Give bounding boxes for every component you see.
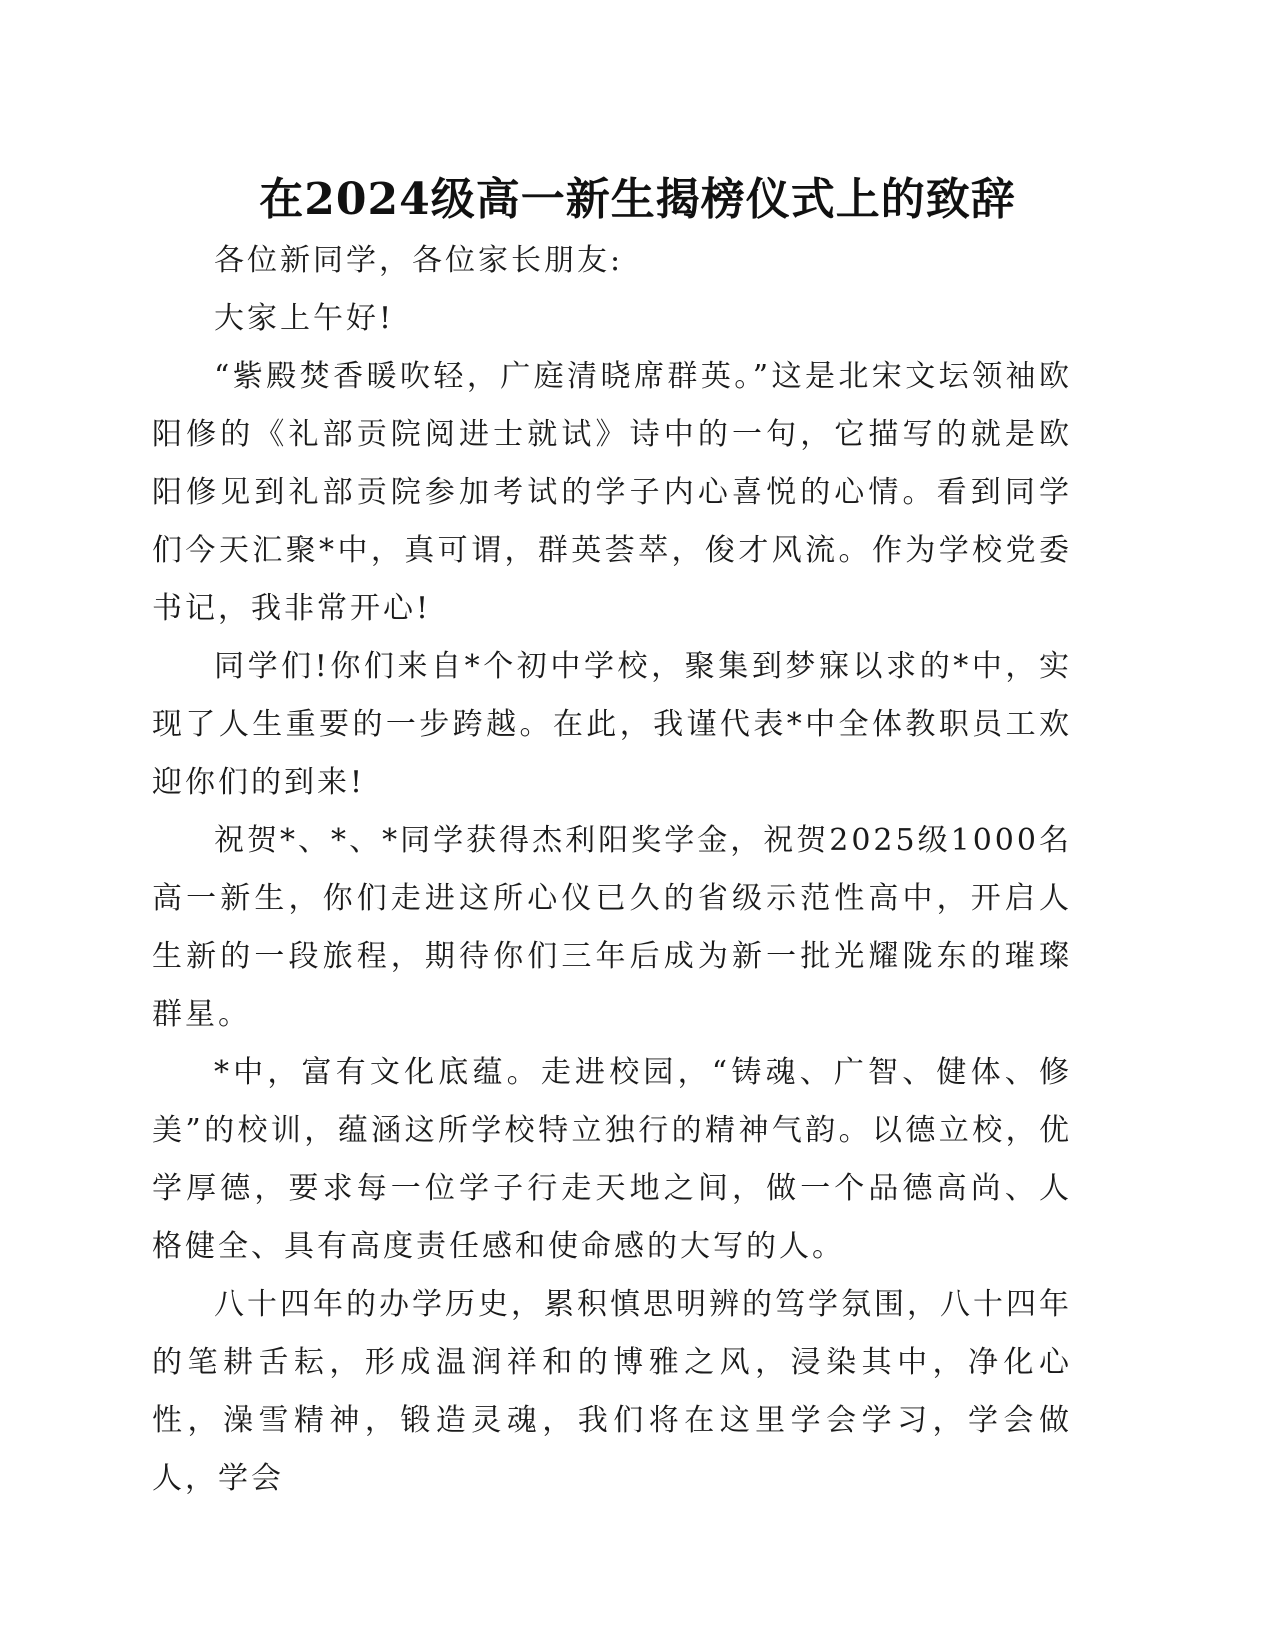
paragraph-congratulations: 祝贺*、*、*同学获得杰利阳奖学金，祝贺2025级1000名高一新生，你们走进这所心仪已久的省级示范性高中，开启人生新的一段旅程，期待你们三年后成为新一批光耀陇东的璀璨群星。 [152,823,1072,1032]
paragraph-greeting: 大家上午好! [214,301,395,336]
paragraph-poem-opening: “紫殿焚香暖吹轻，广庭清晓席群英。”这是北宋文坛领袖欧阳修的《礼部贡院阅进士就试》诗中的一句，它描写的就是欧阳修见到礼部贡院参加考试的学子内心喜悦的心情。看到同学们今天汇聚*中，真可谓，群英荟萃，俊才风流。作为学校党委书记，我非常开心! [152,359,1072,626]
paragraph-school-culture: *中，富有文化底蕴。走进校园，“铸魂、广智、健体、修美”的校训，蕴涵这所学校特立独行的精神气韵。以德立校，优学厚德，要求每一位学子行走天地之间，做一个品德高尚、人格健全、具有高度责任感和使命感的大写的人。 [152,1055,1072,1264]
document-title: 在2024级高一新生揭榜仪式上的致辞 [259,174,1016,225]
paragraph-welcome: 同学们!你们来自*个初中学校，聚集到梦寐以求的*中，实现了人生重要的一步跨越。在此，我谨代表*中全体教职员工欢迎你们的到来! [152,649,1072,800]
document-body [152,232,1072,1508]
paragraph-history: 八十四年的办学历史，累积慎思明辨的笃学氛围，八十四年的笔耕舌耘，形成温润祥和的博雅之风，浸染其中，净化心性，澡雪精神，锻造灵魂，我们将在这里学会学习，学会做人，学会 [152,1287,1072,1496]
paragraph-salutation: 各位新同学，各位家长朋友: [214,243,624,278]
